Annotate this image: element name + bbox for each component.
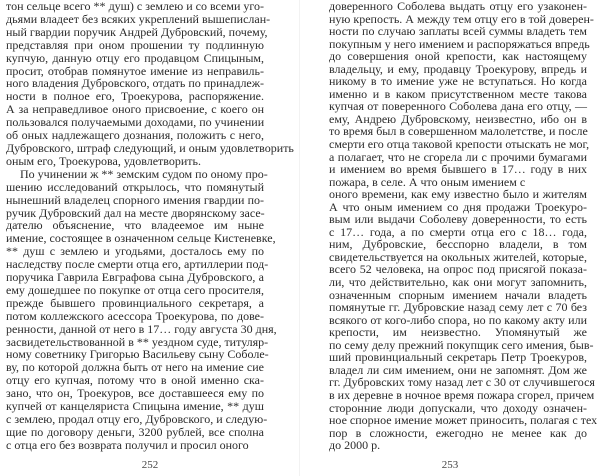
text-line: до совершения оной крепости, как настоящему xyxy=(329,49,587,64)
text-line: с землею, продал отцу его, Дубровского, и следую- xyxy=(6,412,268,426)
text-line: А за неправедливое оного присвоение, с коего он xyxy=(6,102,264,117)
text-line: ним, Дубровские, бесспорно владели, в том xyxy=(329,237,587,252)
text-line: а полагает, что не сгорела ли с прочими бумагами xyxy=(329,149,587,164)
text-line: ному советнику Григорью Васильеву сыну Соболе- xyxy=(6,347,269,362)
text-line: оного времени, как ему известно было и жителям xyxy=(329,187,587,202)
text-line: до 2000 р. xyxy=(329,438,381,453)
text-line: пор в сложности, ежегодно не менее как до xyxy=(329,425,587,440)
text-line: нынешний владелец спорного имения гвардии по- xyxy=(6,192,264,207)
text-line: ву, по которой должна быть от него на имение сие xyxy=(6,360,264,375)
page-number-left: 252 xyxy=(141,459,159,471)
text-line: с отца его без возврата получил и просил оного xyxy=(6,437,249,452)
text-line: щие по договору деньги, 3200 рублей, все сполна xyxy=(6,424,264,439)
text-line: пользовался получаемыми доходами, по учинении xyxy=(6,115,265,130)
text-line: ное спорное имение может приносить, полагая с тех xyxy=(329,413,598,428)
text-line: ему дошедшее по покупке от отца сего просителя, xyxy=(6,282,264,297)
text-line: купчей от канцеляриста Спицына имение, ** душ xyxy=(6,399,264,414)
text-line: помянутые гг. Дубровские назад сему лет с 70 без xyxy=(329,300,587,315)
text-line: ного владения Дубровского, отдать по принадлеж- xyxy=(6,76,265,91)
text-line: отцу его купчая, потому что в оной именно ска- xyxy=(6,373,264,388)
text-line: владельцу, и ему, продавцу Троекурову, впредь и xyxy=(329,61,587,76)
text-line: ший провинциальный секретарь Петр Троекуров, xyxy=(329,350,587,365)
text-line: ему, Андрею Дубровскому, неизвестно, ибо он в xyxy=(329,111,587,126)
text-line: вым или выдачи Соболеву доверенности, то есть xyxy=(329,212,587,227)
text-line: с 17… года, а по смерти отца его с 18… года, xyxy=(329,224,587,239)
text-line: ренности, данной от него в 17… году августа 30 дня, xyxy=(6,321,277,336)
text-line: сторонние люди допускали, что доходу означен- xyxy=(329,400,587,415)
text-line: зано, что он, Троекуров, все доставшееся ему по xyxy=(6,386,264,401)
text-line: всего 52 человека, на опрос под присягой показа- xyxy=(329,262,587,277)
text-line: шению исследований открылось, что помянутый xyxy=(6,179,264,194)
text-line: гг. Дубровских тому назад лет с 30 от случившегося xyxy=(329,375,595,390)
text-line: имение, состоящее в означенном сельце Кистеневке, xyxy=(6,231,276,246)
text-line: и имением во время бывшего в 17… году в них xyxy=(329,162,587,177)
text-line: именно и в каком присутственном месте такова xyxy=(329,86,587,101)
text-line: ности по случаю заплаты всей суммы владеть тем xyxy=(329,24,587,39)
text-line: всякого от кого-либо спора, но по какому акту или xyxy=(329,312,587,327)
text-line: свидетельствуется на окольных жителей, которые, xyxy=(329,249,587,264)
text-line: купчую, данную отцу его продавцом Спицыным, xyxy=(6,50,264,65)
text-line: об оных надлежащего дознания, положить с него, xyxy=(6,128,264,143)
text-line: По учинении ж ** земским судом по оному про- xyxy=(20,166,268,181)
text-line: ** душ с землею и угодьями, досталось ему по xyxy=(6,244,264,259)
text-line: представляя при оном прошении ту подлинную xyxy=(6,37,264,52)
text-line: оным его, Троекурова, удовлетворить. xyxy=(6,153,202,168)
text-line: владел ли сим имением, они не запомнят. Дом же xyxy=(329,362,587,377)
right-page xyxy=(300,0,600,476)
text-line: дателю объяснение, что владеемое им ныне xyxy=(6,218,264,233)
text-line: ности в полное его, Троекурова, распоряжение. xyxy=(6,89,264,104)
text-line: доверенного Соболева выдать отцу его узаконен- xyxy=(329,0,587,13)
text-line: ручик Дубровский дал на месте дворянскому засе- xyxy=(6,205,265,220)
text-line: ную крепость. А между тем отцу его в той доверен- xyxy=(329,11,594,26)
text-line: по сему делу прежний покупщик сего имения, быв- xyxy=(329,337,594,352)
page-number-right: 253 xyxy=(441,459,459,471)
text-line: в их деревне в ночное время пожара сгорел, причем xyxy=(329,387,595,402)
left-page-text xyxy=(6,0,294,452)
text-line: купчая от поверенного Соболева дана его отцу, — xyxy=(329,99,587,114)
text-line: тон сельце всего ** душ) с землею и со всеми уго- xyxy=(6,0,264,13)
text-line: засвидетельствованной в ** уездном суде, титуляр- xyxy=(6,334,269,349)
right-page-text xyxy=(329,0,598,453)
text-line: просит, отобрав помянутое имение из неправиль- xyxy=(6,63,264,78)
text-line: пожара, в селе. А что оным имением с xyxy=(329,174,526,189)
text-line: дьями владеет без всяких укреплений вышепислан- xyxy=(6,11,271,26)
text-line: потом коллежского асессора Троекурова, по дове- xyxy=(6,308,264,323)
text-line: поручика Гаврила Евграфова сына Дубровского, а xyxy=(6,270,264,285)
text-line: крепости, им неизвестно. Упомянутый же xyxy=(329,325,587,340)
text-line: означенным спорным имением начали владеть xyxy=(329,287,587,302)
text-line: ли, что действительно, как они могут запомнить, xyxy=(329,275,587,290)
text-line: никому в то имение уже не вступаться. Но когда xyxy=(329,74,587,89)
text-line: прежде бывшего провинциального секретаря, а xyxy=(6,295,264,310)
text-line: то время был в совершенном малолетстве, и после xyxy=(329,124,588,139)
text-line: ный гвардии поручик Андрей Дубровский, почему, xyxy=(6,24,268,39)
text-line: покупным у него имением и распоряжаться впредь xyxy=(329,36,590,51)
text-line: Дубровского, штраф следующий, и оным удовлетворить xyxy=(6,140,294,155)
text-line: смерти его отца таковой крепости отыскать не мог, xyxy=(329,137,590,152)
text-line: наследству после смерти отца его, артиллерии под- xyxy=(6,257,269,272)
text-line: А что оным имением со дня продажи Троекуро- xyxy=(329,199,587,214)
